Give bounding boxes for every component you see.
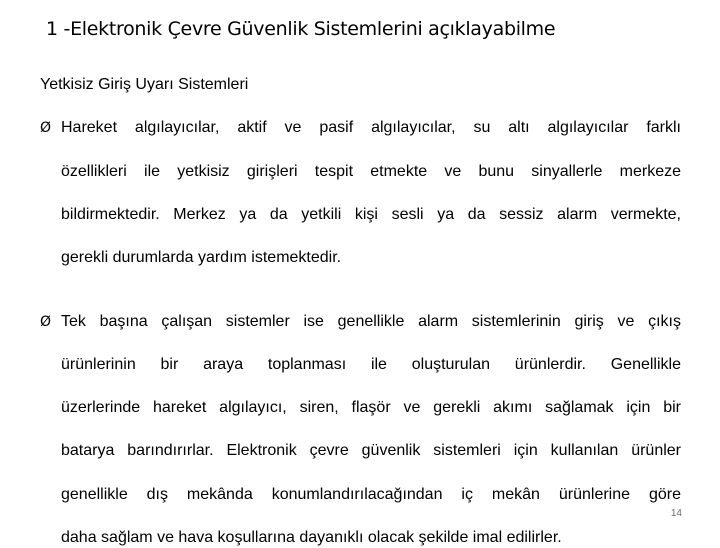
bullet-arrow-icon: Ø	[40, 120, 52, 136]
bullet-2-line-4: batarya barındırırlar. Elektronik çevre güvenlik sistemleri için kullanılan ürünler	[61, 442, 681, 459]
bullet-1-line-1: Hareket algılayıcılar, aktif ve pasif algılayıcılar, su altı algılayıcılar farklı	[61, 119, 681, 136]
section-subtitle: Yetkisiz Giriş Uyarı Sistemleri	[40, 76, 249, 93]
bullet-1-line-4: gerekli durumlarda yardım istemektedir.	[61, 249, 342, 266]
bullet-2-line-3: üzerlerinde hareket algılayıcı, siren, flaşör ve gerekli akımı sağlamak için bir	[61, 399, 681, 416]
bullet-1-line-2: özellikleri ile yetkisiz girişleri tespit etmekte ve bunu sinyallerle merkeze	[61, 163, 681, 180]
bullet-2-line-5: genellikle dış mekânda konumlandırılacağından iç mekân ürünlerine göre	[61, 486, 681, 503]
bullet-2-line-1: Tek başına çalışan sistemler ise genellikle alarm sistemlerinin giriş ve çıkış	[61, 313, 681, 330]
bullet-arrow-icon: Ø	[40, 314, 52, 330]
bullet-2-line-2: ürünlerinin bir araya toplanması ile oluşturulan ürünlerdir. Genellikle	[61, 356, 681, 373]
bullet-1-line-3: bildirmektedir. Merkez ya da yetkili kişi sesli ya da sessiz alarm vermekte,	[61, 206, 681, 223]
page-title: 1 -Elektronik Çevre Güvenlik Sistemlerini açıklayabilme	[46, 18, 556, 40]
page-number: 14	[670, 508, 682, 519]
bullet-2-line-6: daha sağlam ve hava koşullarına dayanıklı olacak şekilde imal edilirler.	[61, 529, 562, 546]
